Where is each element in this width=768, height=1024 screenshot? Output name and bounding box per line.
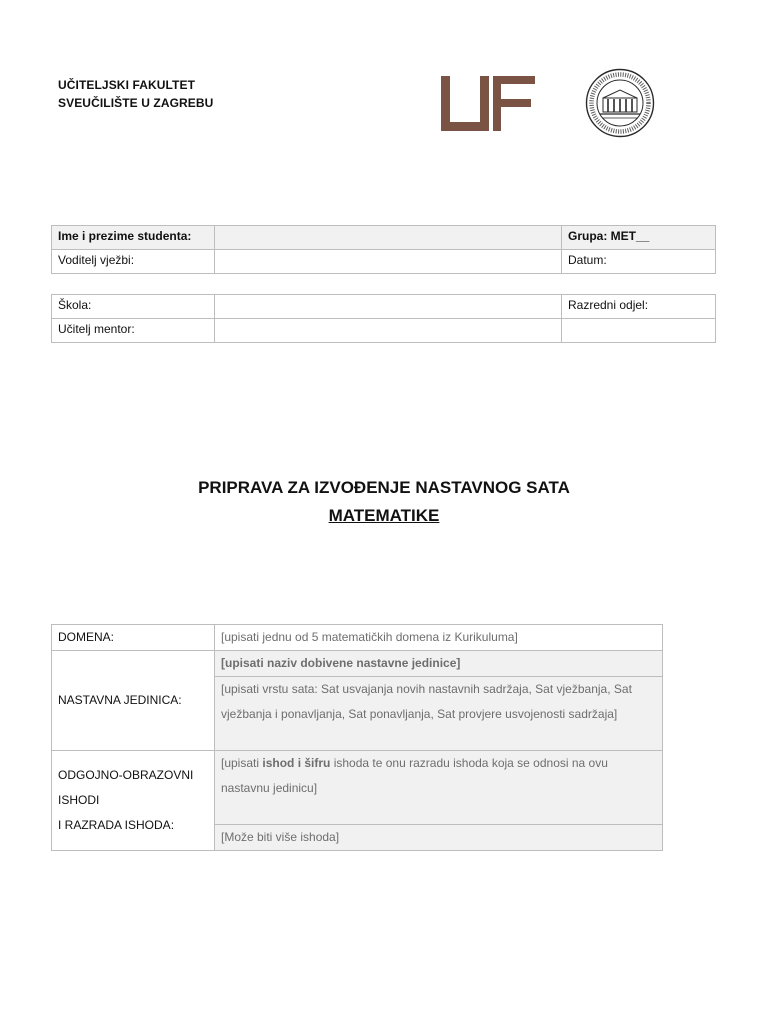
domain-label: DOMENA: <box>52 625 215 651</box>
exercise-leader-field[interactable] <box>215 250 562 274</box>
school-info-table <box>51 294 716 343</box>
school-field[interactable] <box>215 295 562 319</box>
school-row <box>52 295 716 319</box>
outcomes-label-line: ODGOJNO-OBRAZOVNI <box>58 768 194 782</box>
lesson-type-field[interactable]: [upisati vrstu sata: Sat usvajanja novih nastavnih sadržaja, Sat vježbanja, Sat vježbanja i ponavljanja, Sat ponavljanja, Sat provjere usvojenosti sadržaja] <box>215 677 663 751</box>
unit-name-field[interactable]: [upisati naziv dobivene nastavne jedinice] <box>215 651 663 677</box>
outcomes-label-line: I RAZRADA ISHODA: <box>58 818 175 832</box>
outcomes-field[interactable] <box>215 751 663 825</box>
teaching-unit-label: NASTAVNA JEDINICA: <box>52 651 215 751</box>
teacher-mentor-label: Učitelj mentor: <box>52 319 215 343</box>
exercise-leader-label: Voditelj vježbi: <box>52 250 215 274</box>
date-label: Datum: <box>562 250 716 274</box>
outcomes-label <box>52 751 215 851</box>
institution-name <box>58 76 213 112</box>
student-info-table <box>51 225 716 274</box>
teacher-mentor-field[interactable] <box>215 319 562 343</box>
university-seal-icon <box>584 68 656 138</box>
student-name-label: Ime i prezime studenta: <box>52 226 215 250</box>
document-subtitle: MATEMATIKE <box>328 506 440 525</box>
outcomes-row <box>52 751 663 825</box>
faculty-logo <box>441 76 535 132</box>
lesson-plan-table <box>51 624 663 851</box>
teacher-row <box>52 319 716 343</box>
more-outcomes-field[interactable]: [Može biti više ishoda] <box>215 825 663 851</box>
outcomes-label-line: ISHODI <box>58 793 100 807</box>
mentor-row <box>52 250 716 274</box>
school-label: Škola: <box>52 295 215 319</box>
document-title: PRIPRAVA ZA IZVOĐENJE NASTAVNOG SATA <box>198 478 570 497</box>
outcomes-hint-start: [upisati <box>221 756 263 770</box>
student-row <box>52 226 716 250</box>
institution-university: SVEUČILIŠTE U ZAGREBU <box>58 96 214 110</box>
group-label: Grupa: MET__ <box>562 226 716 250</box>
class-field[interactable] <box>562 319 716 343</box>
institution-faculty: UČITELJSKI FAKULTET <box>58 78 196 92</box>
student-name-field[interactable] <box>215 226 562 250</box>
unit-name-row <box>52 651 663 677</box>
class-label: Razredni odjel: <box>562 295 716 319</box>
domain-row <box>52 625 663 651</box>
outcomes-hint-emphasis: ishod i šifru <box>262 756 331 770</box>
domain-field[interactable]: [upisati jednu od 5 matematičkih domena iz Kurikuluma] <box>215 625 663 651</box>
outcomes-hint-end: ishoda te onu razradu ishoda koja se odnosi na ovu nastavnu jedinicu] <box>221 756 608 795</box>
